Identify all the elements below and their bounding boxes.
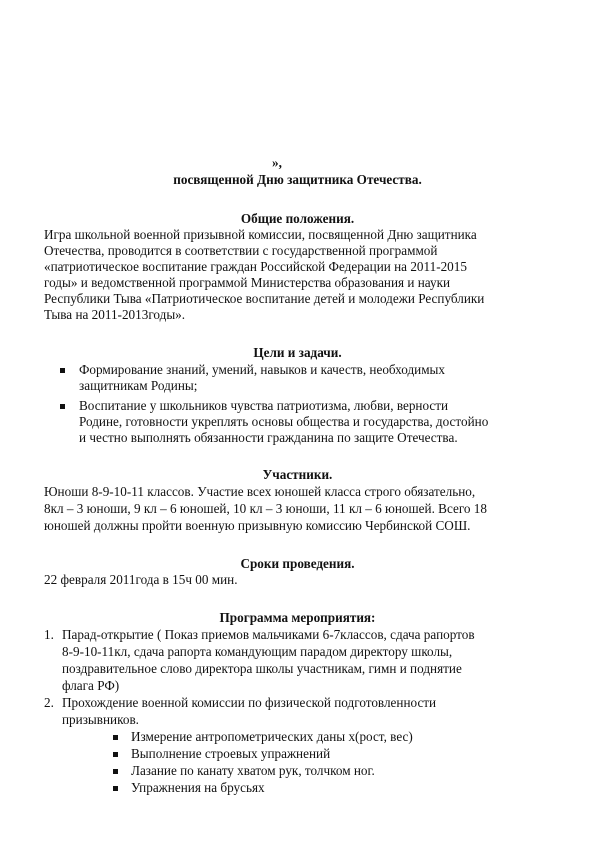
- list-item-line: Родине, готовности укреплять основы общества и государства, достойно: [79, 414, 489, 429]
- list-item-number: 2.: [44, 695, 54, 710]
- square-bullet-icon: [113, 786, 118, 791]
- square-bullet-icon: [60, 404, 65, 409]
- sub-list-item-text: Выполнение строевых упражнений: [131, 746, 331, 761]
- list-item-line: Воспитание у школьников чувства патриотизма, любви, верности: [79, 398, 449, 413]
- paragraph-line: «патриотическое воспитание граждан Российской Федерации на 2011-2015: [44, 259, 467, 274]
- section-heading-schedule: Сроки проведения.: [240, 556, 355, 571]
- list-item-line: Парад-открытие ( Показ приемов мальчиками 6-7классов, сдача рапортов: [62, 627, 475, 642]
- square-bullet-icon: [113, 735, 118, 740]
- page-subtitle: посвященной Дню защитника Отечества.: [173, 172, 422, 187]
- schedule-text: 22 февраля 2011года в 15ч 00 мин.: [44, 572, 238, 587]
- list-item-line: Прохождение военной комиссии по физической подготовленности: [62, 695, 437, 710]
- list-item-line: поздравительное слово директора школы участникам, гимн и поднятие: [62, 661, 462, 676]
- paragraph-line: юношей должны пройти военную призывную комиссию Чербинской СОШ.: [44, 518, 471, 533]
- paragraph-line: Игра школьной военной призывной комиссии, посвященной Дню защитника: [44, 227, 477, 242]
- paragraph-line: Тыва на 2011-2013годы».: [44, 307, 186, 322]
- sub-list-item-text: Лазание по канату хватом рук, толчком ног.: [131, 763, 375, 778]
- paragraph-line: Юноши 8-9-10-11 классов. Участие всех юношей класса строго обязательно,: [44, 484, 476, 499]
- list-item-line: 8-9-10-11кл, сдача рапорта командующим парадом директору школы,: [62, 644, 453, 659]
- square-bullet-icon: [113, 769, 118, 774]
- sub-list-item-text: Измерение антропометрических даны х(рост, вес): [131, 729, 413, 744]
- list-item-number: 1.: [44, 627, 54, 642]
- paragraph-line: годы» и ведомственной программой Министерства образования и науки: [44, 275, 451, 290]
- sub-list-item-text: Упражнения на брусьях: [131, 780, 265, 795]
- paragraph-line: Отечества, проводится в соответствии с государственной программой: [44, 243, 438, 258]
- list-item-line: призывников.: [62, 712, 139, 727]
- square-bullet-icon: [113, 752, 118, 757]
- title-quote-close: »,: [272, 155, 282, 170]
- square-bullet-icon: [60, 368, 65, 373]
- list-item-line: защитникам Родины;: [79, 378, 198, 393]
- paragraph-line: 8кл – 3 юноши, 9 кл – 6 юношей, 10 кл – 3 юноши, 11 кл – 6 юношей. Всего 18: [44, 501, 487, 516]
- section-heading-participants: Участники.: [262, 467, 333, 482]
- list-item-line: Формирование знаний, умений, навыков и качеств, необходимых: [79, 362, 446, 377]
- paragraph-line: Республики Тыва «Патриотическое воспитание детей и молодежи Республики: [44, 291, 485, 306]
- list-item-line: флага РФ): [62, 678, 120, 693]
- section-heading-general: Общие положения.: [240, 211, 355, 226]
- section-heading-goals: Цели и задачи.: [253, 345, 342, 360]
- section-heading-program: Программа мероприятия:: [219, 610, 376, 625]
- list-item-line: и честно выполнять обязанности гражданина по защите Отечества.: [79, 430, 458, 445]
